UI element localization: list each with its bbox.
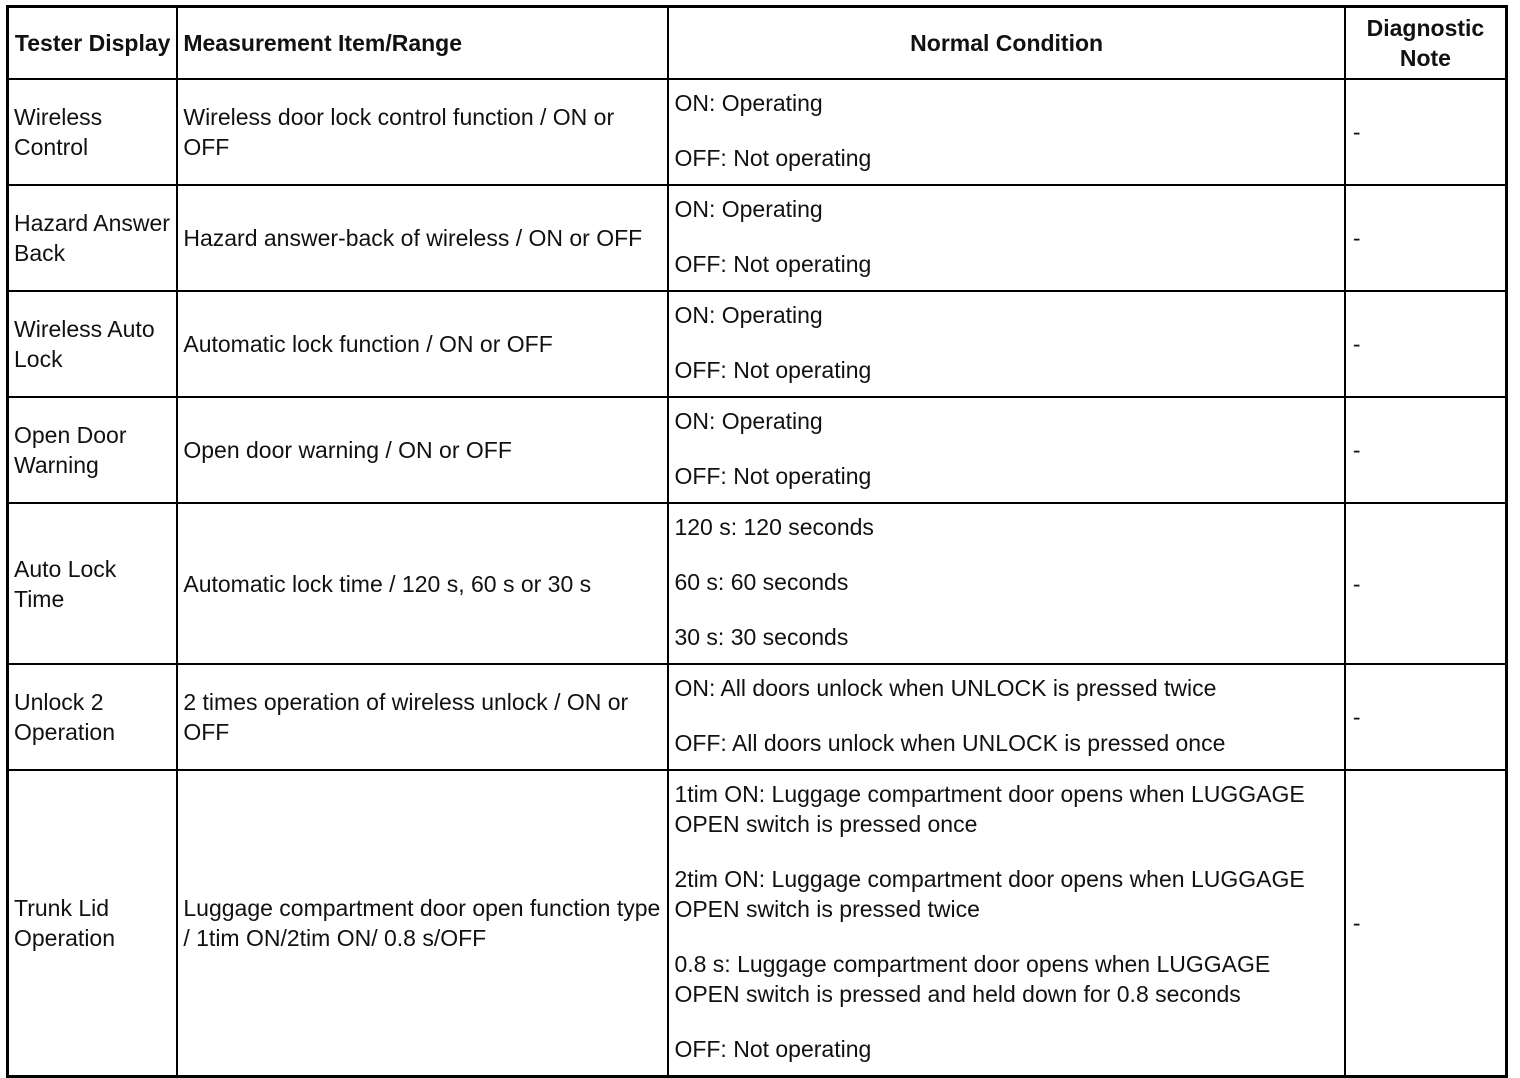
condition-line: OFF: Not operating [674,251,872,277]
condition-cell [668,770,1344,1077]
note-cell: - [1345,79,1507,185]
tester-display-cell: Unlock 2 Operation [8,664,178,770]
condition-line: ON: Operating [674,196,823,222]
measurement-cell: Luggage compartment door open function type / 1tim ON/2tim ON/ 0.8 s/OFF [177,770,668,1077]
table-row [8,770,1507,1077]
header-measurement-item: Measurement Item/Range [177,7,668,80]
note-cell: - [1345,397,1507,503]
table-row [8,397,1507,503]
condition-line: OFF: Not operating [674,1036,872,1062]
condition-line: OFF: Not operating [674,357,872,383]
condition-line: 2tim ON: Luggage compartment door opens when LUGGAGE OPEN switch is pressed twice [674,866,1305,922]
header-normal-condition: Normal Condition [668,7,1344,80]
header-diagnostic-note: Diagnostic Note [1345,7,1507,80]
measurement-cell: Automatic lock function / ON or OFF [177,291,668,397]
note-cell: - [1345,503,1507,664]
header-tester-display: Tester Display [8,7,178,80]
measurement-cell: Open door warning / ON or OFF [177,397,668,503]
condition-cell [668,503,1344,664]
tester-display-cell: Wireless Control [8,79,178,185]
measurement-cell: Wireless door lock control function / ON or OFF [177,79,668,185]
condition-line: 120 s: 120 seconds [674,514,874,540]
tester-display-cell: Hazard Answer Back [8,185,178,291]
condition-line: 0.8 s: Luggage compartment door opens when LUGGAGE OPEN switch is pressed and held down for 0.8 seconds [674,951,1271,1007]
note-cell: - [1345,664,1507,770]
measurement-cell: Hazard answer-back of wireless / ON or OFF [177,185,668,291]
condition-line: ON: Operating [674,90,823,116]
tester-display-cell: Auto Lock Time [8,503,178,664]
header-row [8,7,1507,80]
condition-cell [668,397,1344,503]
table-row [8,503,1507,664]
condition-cell [668,185,1344,291]
condition-line: ON: All doors unlock when UNLOCK is pressed twice [674,675,1217,701]
tester-display-cell: Open Door Warning [8,397,178,503]
condition-line: OFF: Not operating [674,463,872,489]
condition-line: ON: Operating [674,302,823,328]
measurement-cell: 2 times operation of wireless unlock / ON or OFF [177,664,668,770]
table-row [8,291,1507,397]
condition-line: 30 s: 30 seconds [674,624,849,650]
condition-line: 60 s: 60 seconds [674,569,849,595]
condition-line: ON: Operating [674,408,823,434]
condition-line: OFF: All doors unlock when UNLOCK is pressed once [674,730,1226,756]
table-row [8,185,1507,291]
condition-line: 1tim ON: Luggage compartment door opens when LUGGAGE OPEN switch is pressed once [674,781,1305,837]
condition-cell [668,79,1344,185]
tester-display-cell: Trunk Lid Operation [8,770,178,1077]
condition-cell [668,664,1344,770]
note-cell: - [1345,770,1507,1077]
condition-line: OFF: Not operating [674,145,872,171]
table-row [8,79,1507,185]
note-cell: - [1345,185,1507,291]
note-cell: - [1345,291,1507,397]
condition-cell [668,291,1344,397]
table-row [8,664,1507,770]
tester-display-cell: Wireless Auto Lock [8,291,178,397]
measurement-cell: Automatic lock time / 120 s, 60 s or 30 s [177,503,668,664]
diagnostic-table [6,5,1508,1078]
